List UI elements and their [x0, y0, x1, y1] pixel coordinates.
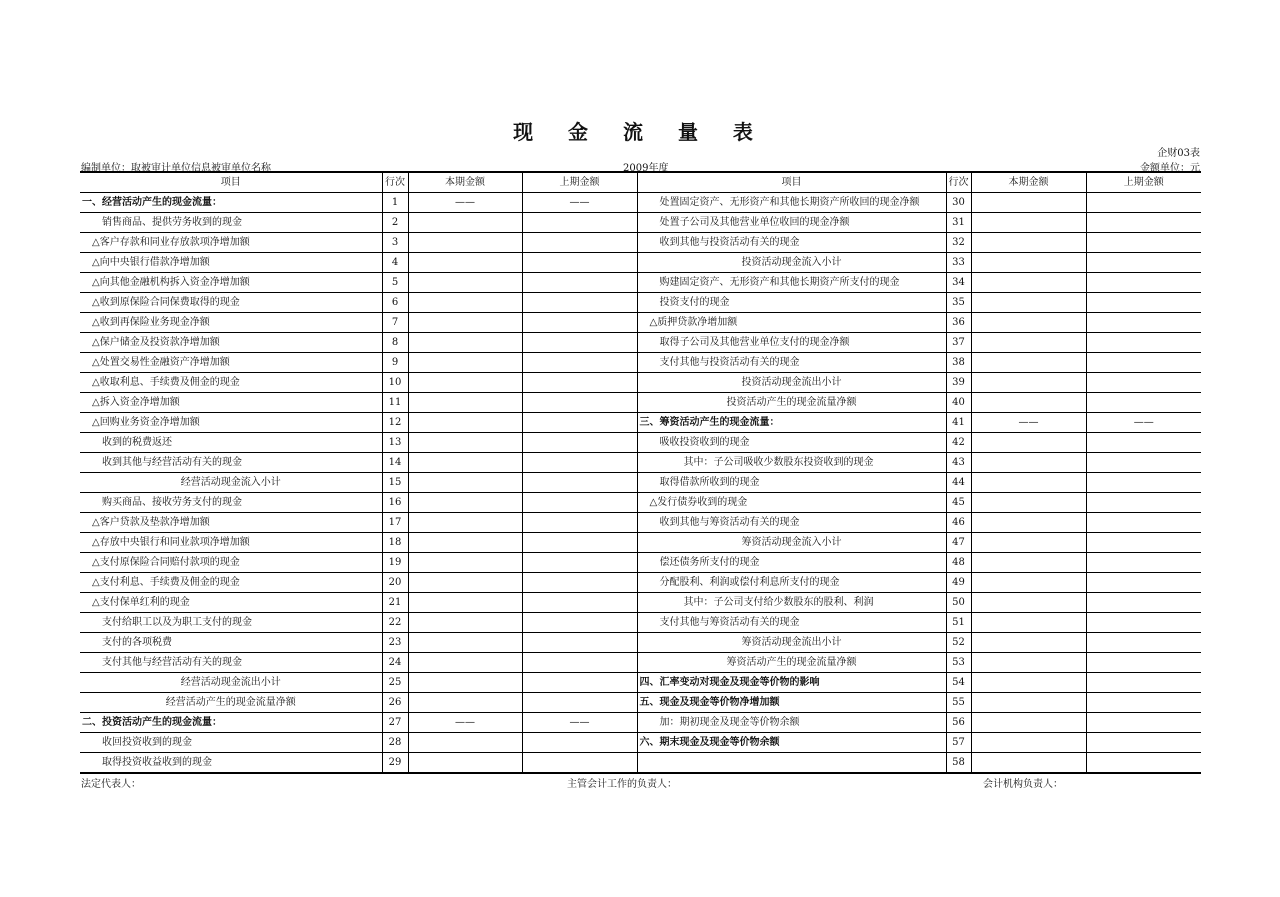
line-number: 57: [946, 733, 971, 753]
prior-amount-cell[interactable]: [1086, 613, 1201, 633]
line-number: 45: [946, 493, 971, 513]
line-number: 50: [946, 593, 971, 613]
item-label: 经营活动产生的现金流量净额: [80, 693, 382, 713]
prior-amount-cell[interactable]: [1086, 293, 1201, 313]
prior-amount-cell[interactable]: [522, 393, 637, 413]
prior-amount-cell[interactable]: [522, 693, 637, 713]
prior-amount-cell[interactable]: [522, 233, 637, 253]
item-label: △收取利息、手续费及佣金的现金: [80, 373, 382, 393]
line-number: 31: [946, 213, 971, 233]
item-label: 处置子公司及其他营业单位收回的现金净额: [637, 213, 946, 233]
current-amount-cell[interactable]: [971, 513, 1086, 533]
current-amount-cell[interactable]: [408, 293, 522, 313]
prior-amount-cell[interactable]: [1086, 373, 1201, 393]
prior-amount-cell[interactable]: [1086, 593, 1201, 613]
prior-amount-cell[interactable]: [1086, 193, 1201, 213]
prior-amount-cell[interactable]: [522, 453, 637, 473]
table-row: [80, 293, 1201, 313]
line-number: 42: [946, 433, 971, 453]
preparer-unit: 编制单位：取被审计单位信息被审单位名称: [81, 163, 271, 174]
item-label: △客户贷款及垫款净增加额: [80, 513, 382, 533]
item-label: 取得借款所收到的现金: [637, 473, 946, 493]
line-number: 58: [946, 753, 971, 774]
item-label: 支付其他与经营活动有关的现金: [80, 653, 382, 673]
current-amount-cell[interactable]: [408, 633, 522, 653]
prior-amount-cell[interactable]: [522, 353, 637, 373]
prior-amount-cell[interactable]: [1086, 253, 1201, 273]
item-label: △收到原保险合同保费取得的现金: [80, 293, 382, 313]
table-row: [80, 533, 1201, 553]
prior-amount-cell[interactable]: [522, 653, 637, 673]
prior-amount-cell[interactable]: [522, 573, 637, 593]
prior-amount-cell[interactable]: [522, 473, 637, 493]
col-header-current: 本期金额: [408, 172, 522, 193]
item-label: 收回投资收到的现金: [80, 733, 382, 753]
line-number: 38: [946, 353, 971, 373]
current-amount-cell[interactable]: [971, 233, 1086, 253]
line-number: 29: [382, 753, 408, 774]
item-label: 一、经营活动产生的现金流量：: [80, 193, 382, 213]
item-label: 投资活动现金流出小计: [637, 373, 946, 393]
item-label: 购建固定资产、无形资产和其他长期资产所支付的现金: [637, 273, 946, 293]
prior-amount-cell[interactable]: [1086, 733, 1201, 753]
item-label: 吸收投资收到的现金: [637, 433, 946, 453]
line-number: 36: [946, 313, 971, 333]
table-row: [80, 273, 1201, 293]
line-number: 13: [382, 433, 408, 453]
current-amount-cell[interactable]: [408, 473, 522, 493]
table-row: [80, 573, 1201, 593]
item-label: △发行债券收到的现金: [637, 493, 946, 513]
item-label: 支付其他与筹资活动有关的现金: [637, 613, 946, 633]
prior-amount-cell[interactable]: [522, 493, 637, 513]
item-label: 支付的各项税费: [80, 633, 382, 653]
line-number: 20: [382, 573, 408, 593]
prior-amount-cell[interactable]: ——: [522, 713, 637, 733]
table-row: [80, 413, 1201, 433]
current-amount-cell[interactable]: [971, 253, 1086, 273]
current-amount-cell[interactable]: [408, 373, 522, 393]
line-number: 41: [946, 413, 971, 433]
table-row: [80, 373, 1201, 393]
prior-amount-cell[interactable]: [522, 273, 637, 293]
prior-amount-cell[interactable]: [1086, 513, 1201, 533]
table-row: [80, 453, 1201, 473]
line-number: 19: [382, 553, 408, 573]
current-amount-cell[interactable]: [408, 433, 522, 453]
current-amount-cell[interactable]: [408, 253, 522, 273]
col-header-current: 本期金额: [971, 172, 1086, 193]
table-row: [80, 253, 1201, 273]
line-number: 8: [382, 333, 408, 353]
item-label: 其中：子公司吸收少数股东投资收到的现金: [637, 453, 946, 473]
item-label: 支付给职工以及为职工支付的现金: [80, 613, 382, 633]
item-label: △向中央银行借款净增加额: [80, 253, 382, 273]
current-amount-cell[interactable]: [971, 433, 1086, 453]
prior-amount-cell[interactable]: [1086, 633, 1201, 653]
table-row: [80, 613, 1201, 633]
item-label: △支付利息、手续费及佣金的现金: [80, 573, 382, 593]
line-number: 39: [946, 373, 971, 393]
item-label: 销售商品、提供劳务收到的现金: [80, 213, 382, 233]
current-amount-cell[interactable]: [408, 233, 522, 253]
item-label: 经营活动现金流入小计: [80, 473, 382, 493]
item-label: 收到其他与筹资活动有关的现金: [637, 513, 946, 533]
col-header-prior: 上期金额: [1086, 172, 1201, 193]
line-number: 55: [946, 693, 971, 713]
current-amount-cell[interactable]: [408, 413, 522, 433]
report-period: 2009年度: [623, 163, 669, 174]
item-label: 筹资活动现金流出小计: [637, 633, 946, 653]
current-amount-cell[interactable]: [971, 753, 1086, 774]
item-label: 收到其他与经营活动有关的现金: [80, 453, 382, 473]
current-amount-cell[interactable]: [971, 733, 1086, 753]
line-number: 2: [382, 213, 408, 233]
table-row: [80, 513, 1201, 533]
prior-amount-cell[interactable]: [1086, 353, 1201, 373]
line-number: 23: [382, 633, 408, 653]
item-label: 支付其他与投资活动有关的现金: [637, 353, 946, 373]
prior-amount-cell[interactable]: [522, 253, 637, 273]
line-number: 16: [382, 493, 408, 513]
table-row: [80, 633, 1201, 653]
current-amount-cell[interactable]: [971, 633, 1086, 653]
current-amount-cell[interactable]: [971, 213, 1086, 233]
current-amount-cell[interactable]: [971, 193, 1086, 213]
table-row: [80, 753, 1201, 774]
line-number: 37: [946, 333, 971, 353]
col-header-item: 项目: [80, 172, 382, 193]
current-amount-cell[interactable]: [971, 313, 1086, 333]
current-amount-cell[interactable]: [408, 573, 522, 593]
line-number: 56: [946, 713, 971, 733]
current-amount-cell[interactable]: [971, 693, 1086, 713]
current-amount-cell[interactable]: [971, 613, 1086, 633]
line-number: 28: [382, 733, 408, 753]
line-number: 26: [382, 693, 408, 713]
current-amount-cell[interactable]: ——: [408, 193, 522, 213]
item-label: 收到其他与投资活动有关的现金: [637, 233, 946, 253]
prior-amount-cell[interactable]: [522, 293, 637, 313]
line-number: 18: [382, 533, 408, 553]
item-label: △向其他金融机构拆入资金净增加额: [80, 273, 382, 293]
item-label: 三、筹资活动产生的现金流量：: [637, 413, 946, 433]
item-label: [637, 753, 946, 774]
line-number: 3: [382, 233, 408, 253]
table-row: [80, 193, 1201, 213]
current-amount-cell[interactable]: [408, 533, 522, 553]
table-row: [80, 493, 1201, 513]
table-row: [80, 313, 1201, 333]
current-amount-cell[interactable]: ——: [971, 413, 1086, 433]
prior-amount-cell[interactable]: [1086, 693, 1201, 713]
table-row: [80, 353, 1201, 373]
item-label: △质押贷款净增加额: [637, 313, 946, 333]
cash-flow-table: [80, 171, 1201, 774]
prior-amount-cell[interactable]: [1086, 673, 1201, 693]
prior-amount-cell[interactable]: [522, 553, 637, 573]
current-amount-cell[interactable]: [408, 313, 522, 333]
table-row: [80, 393, 1201, 413]
current-amount-cell[interactable]: [408, 733, 522, 753]
line-number: 15: [382, 473, 408, 493]
table-row: [80, 553, 1201, 573]
prior-amount-cell[interactable]: ——: [522, 193, 637, 213]
line-number: 6: [382, 293, 408, 313]
current-amount-cell[interactable]: [408, 613, 522, 633]
item-label: 加：期初现金及现金等价物余额: [637, 713, 946, 733]
current-amount-cell[interactable]: [408, 213, 522, 233]
line-number: 1: [382, 193, 408, 213]
item-label: 筹资活动现金流入小计: [637, 533, 946, 553]
current-amount-cell[interactable]: [408, 453, 522, 473]
line-number: 27: [382, 713, 408, 733]
accounting-head-label: 主管会计工作的负责人：: [567, 779, 677, 790]
line-number: 12: [382, 413, 408, 433]
current-amount-cell[interactable]: [408, 593, 522, 613]
line-number: 32: [946, 233, 971, 253]
line-number: 7: [382, 313, 408, 333]
current-amount-cell[interactable]: [408, 673, 522, 693]
prior-amount-cell[interactable]: [1086, 313, 1201, 333]
table-row: [80, 213, 1201, 233]
line-number: 17: [382, 513, 408, 533]
line-number: 10: [382, 373, 408, 393]
prior-amount-cell[interactable]: [1086, 273, 1201, 293]
line-number: 34: [946, 273, 971, 293]
prior-amount-cell[interactable]: [1086, 553, 1201, 573]
line-number: 40: [946, 393, 971, 413]
table-row: [80, 673, 1201, 693]
item-label: 投资活动产生的现金流量净额: [637, 393, 946, 413]
line-number: 11: [382, 393, 408, 413]
item-label: △存放中央银行和同业款项净增加额: [80, 533, 382, 553]
prior-amount-cell[interactable]: [522, 753, 637, 774]
item-label: 五、现金及现金等价物净增加额: [637, 693, 946, 713]
item-label: 取得投资收益收到的现金: [80, 753, 382, 774]
item-label: 收到的税费返还: [80, 433, 382, 453]
table-row: [80, 473, 1201, 493]
prior-amount-cell[interactable]: [522, 333, 637, 353]
currency-unit: 金额单位：元: [1140, 163, 1200, 174]
prior-amount-cell[interactable]: [1086, 453, 1201, 473]
line-number: 30: [946, 193, 971, 213]
table-row: [80, 733, 1201, 753]
prior-amount-cell[interactable]: [522, 433, 637, 453]
prior-amount-cell[interactable]: [522, 373, 637, 393]
table-row: [80, 333, 1201, 353]
current-amount-cell[interactable]: [971, 333, 1086, 353]
prior-amount-cell[interactable]: [1086, 573, 1201, 593]
item-label: 购买商品、接收劳务支付的现金: [80, 493, 382, 513]
prior-amount-cell[interactable]: [1086, 473, 1201, 493]
line-number: 24: [382, 653, 408, 673]
legal-representative-label: 法定代表人：: [81, 779, 141, 790]
item-label: 六、期末现金及现金等价物余额: [637, 733, 946, 753]
current-amount-cell[interactable]: [408, 353, 522, 373]
line-number: 14: [382, 453, 408, 473]
prior-amount-cell[interactable]: [1086, 753, 1201, 774]
current-amount-cell[interactable]: [971, 713, 1086, 733]
prior-amount-cell[interactable]: ——: [1086, 413, 1201, 433]
item-label: 筹资活动产生的现金流量净额: [637, 653, 946, 673]
item-label: △支付原保险合同赔付款项的现金: [80, 553, 382, 573]
table-row: [80, 653, 1201, 673]
table-row: [80, 433, 1201, 453]
item-label: △客户存款和同业存放款项净增加额: [80, 233, 382, 253]
item-label: 分配股利、利润或偿付利息所支付的现金: [637, 573, 946, 593]
line-number: 48: [946, 553, 971, 573]
current-amount-cell[interactable]: [971, 673, 1086, 693]
line-number: 25: [382, 673, 408, 693]
item-label: △回购业务资金净增加额: [80, 413, 382, 433]
current-amount-cell[interactable]: [408, 693, 522, 713]
prior-amount-cell[interactable]: [522, 733, 637, 753]
current-amount-cell[interactable]: [971, 533, 1086, 553]
line-number: 46: [946, 513, 971, 533]
item-label: △支付保单红利的现金: [80, 593, 382, 613]
current-amount-cell[interactable]: [971, 473, 1086, 493]
current-amount-cell[interactable]: [971, 453, 1086, 473]
current-amount-cell[interactable]: ——: [408, 713, 522, 733]
prior-amount-cell[interactable]: [1086, 393, 1201, 413]
prior-amount-cell[interactable]: [522, 613, 637, 633]
line-number: 51: [946, 613, 971, 633]
table-header-row: [80, 172, 1201, 193]
form-number: 企财03表: [1157, 148, 1200, 159]
prior-amount-cell[interactable]: [522, 313, 637, 333]
prior-amount-cell[interactable]: [522, 593, 637, 613]
current-amount-cell[interactable]: [971, 393, 1086, 413]
item-label: △收到再保险业务现金净额: [80, 313, 382, 333]
line-number: 33: [946, 253, 971, 273]
prior-amount-cell[interactable]: [522, 213, 637, 233]
prior-amount-cell[interactable]: [1086, 493, 1201, 513]
line-number: 53: [946, 653, 971, 673]
line-number: 35: [946, 293, 971, 313]
line-number: 44: [946, 473, 971, 493]
line-number: 49: [946, 573, 971, 593]
prior-amount-cell[interactable]: [1086, 713, 1201, 733]
col-header-prior: 上期金额: [522, 172, 637, 193]
current-amount-cell[interactable]: [971, 653, 1086, 673]
current-amount-cell[interactable]: [971, 493, 1086, 513]
item-label: △保户储金及投资款净增加额: [80, 333, 382, 353]
current-amount-cell[interactable]: [408, 393, 522, 413]
current-amount-cell[interactable]: [971, 353, 1086, 373]
item-label: 其中：子公司支付给少数股东的股利、利润: [637, 593, 946, 613]
table-row: [80, 693, 1201, 713]
prior-amount-cell[interactable]: [522, 633, 637, 653]
item-label: 投资支付的现金: [637, 293, 946, 313]
line-number: 5: [382, 273, 408, 293]
line-number: 54: [946, 673, 971, 693]
item-label: 偿还债务所支付的现金: [637, 553, 946, 573]
report-title: 现 金 流 量 表: [513, 120, 767, 144]
item-label: 二、投资活动产生的现金流量：: [80, 713, 382, 733]
prior-amount-cell[interactable]: [1086, 333, 1201, 353]
col-header-item: 项目: [637, 172, 946, 193]
current-amount-cell[interactable]: [971, 273, 1086, 293]
current-amount-cell[interactable]: [408, 553, 522, 573]
line-number: 9: [382, 353, 408, 373]
current-amount-cell[interactable]: [971, 593, 1086, 613]
prior-amount-cell[interactable]: [1086, 653, 1201, 673]
item-label: 四、汇率变动对现金及现金等价物的影响: [637, 673, 946, 693]
accounting-agency-head-label: 会计机构负责人：: [983, 779, 1063, 790]
prior-amount-cell[interactable]: [522, 673, 637, 693]
table-row: [80, 233, 1201, 253]
current-amount-cell[interactable]: [408, 333, 522, 353]
current-amount-cell[interactable]: [408, 273, 522, 293]
current-amount-cell[interactable]: [971, 573, 1086, 593]
col-header-line: 行次: [382, 172, 408, 193]
line-number: 43: [946, 453, 971, 473]
current-amount-cell[interactable]: [971, 553, 1086, 573]
line-number: 4: [382, 253, 408, 273]
prior-amount-cell[interactable]: [1086, 433, 1201, 453]
current-amount-cell[interactable]: [971, 293, 1086, 313]
prior-amount-cell[interactable]: [1086, 233, 1201, 253]
line-number: 47: [946, 533, 971, 553]
line-number: 21: [382, 593, 408, 613]
prior-amount-cell[interactable]: [522, 413, 637, 433]
current-amount-cell[interactable]: [408, 513, 522, 533]
item-label: 处置固定资产、无形资产和其他长期资产所收回的现金净额: [637, 193, 946, 213]
prior-amount-cell[interactable]: [522, 513, 637, 533]
current-amount-cell[interactable]: [971, 373, 1086, 393]
item-label: 取得子公司及其他营业单位支付的现金净额: [637, 333, 946, 353]
prior-amount-cell[interactable]: [1086, 213, 1201, 233]
line-number: 22: [382, 613, 408, 633]
current-amount-cell[interactable]: [408, 653, 522, 673]
current-amount-cell[interactable]: [408, 493, 522, 513]
line-number: 52: [946, 633, 971, 653]
item-label: △处置交易性金融资产净增加额: [80, 353, 382, 373]
col-header-line: 行次: [946, 172, 971, 193]
item-label: △拆入资金净增加额: [80, 393, 382, 413]
item-label: 投资活动现金流入小计: [637, 253, 946, 273]
prior-amount-cell[interactable]: [1086, 533, 1201, 553]
table-row: [80, 593, 1201, 613]
prior-amount-cell[interactable]: [522, 533, 637, 553]
current-amount-cell[interactable]: [408, 753, 522, 774]
item-label: 经营活动现金流出小计: [80, 673, 382, 693]
table-row: [80, 713, 1201, 733]
